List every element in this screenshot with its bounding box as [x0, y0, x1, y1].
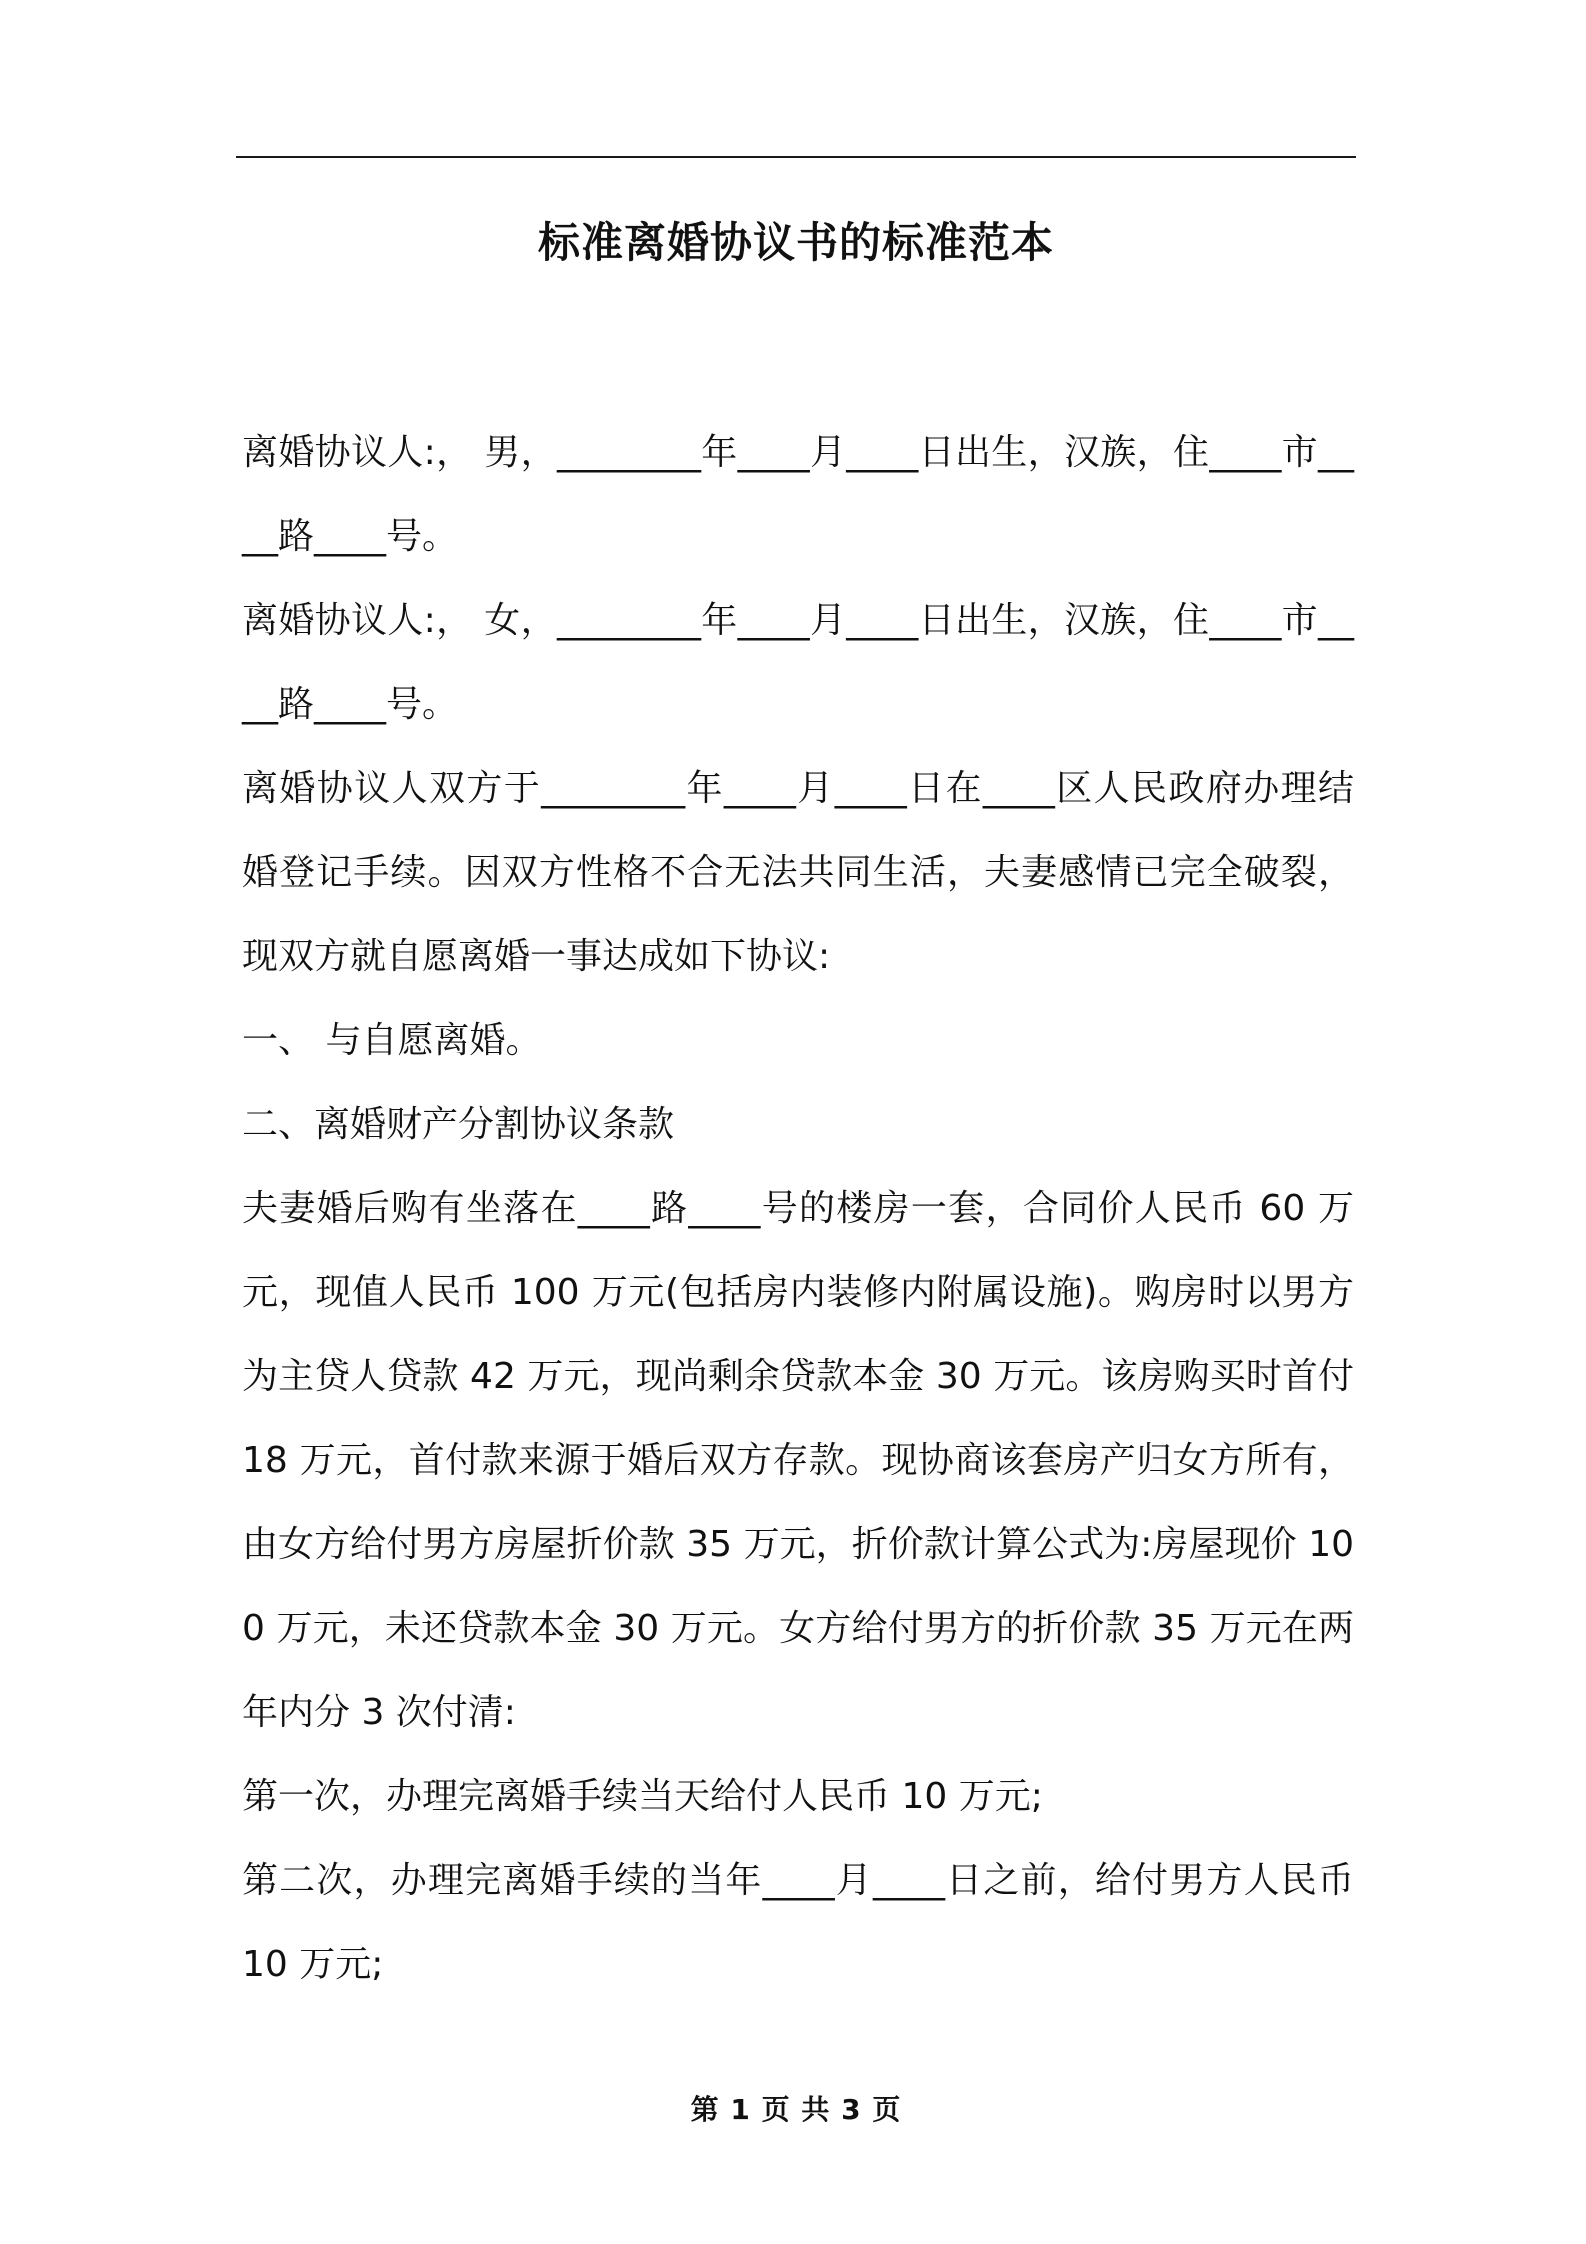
paragraph-property-division: 夫妻婚后购有坐落在____路____号的楼房一套，合同价人民币 60 万元，现值人民币 100 万元(包括房内装修内附属设施)。购房时以男方为主贷人贷款 42 万元，现尚剩余贷款本金 30 万元。该房购买时首付 18 万元，首付款来源于婚后双方存款。现协商该套房产归女方所有，由女方给付男方房屋折价款 35 万元，折价款计算公式为:房屋现价 100 万元，未还贷款本金 30 万元。女方给付男方的折价款 35 万元在两年内分 3 次付清: [242, 1188, 1354, 1733]
payment-first: 第一次，办理完离婚手续当天给付人民币 10 万元; [242, 1776, 1043, 1817]
clause-1: 一、 与自愿离婚。 [242, 1020, 542, 1061]
paragraph-wife-info: 离婚协议人:， 女，________年____月____日出生，汉族，住____市____路____号。 [242, 600, 1354, 725]
header-rule [236, 156, 1356, 158]
document-title: 标准离婚协议书的标准范本 [537, 218, 1054, 267]
clause-2-heading: 二、离婚财产分割协议条款 [242, 1104, 675, 1145]
document-body [242, 411, 1354, 2007]
payment-second: 第二次，办理完离婚手续的当年____月____日之前，给付男方人民币 10 万元; [242, 1860, 1354, 1985]
paragraph-husband-info: 离婚协议人:， 男，________年____月____日出生，汉族，住____市____路____号。 [242, 432, 1354, 557]
page-number-footer: 第 1 页 共 3 页 [690, 2093, 902, 2126]
paragraph-marriage-registration: 离婚协议人双方于________年____月____日在____区人民政府办理结婚登记手续。因双方性格不合无法共同生活，夫妻感情已完全破裂，现双方就自愿离婚一事达成如下协议: [242, 768, 1354, 977]
